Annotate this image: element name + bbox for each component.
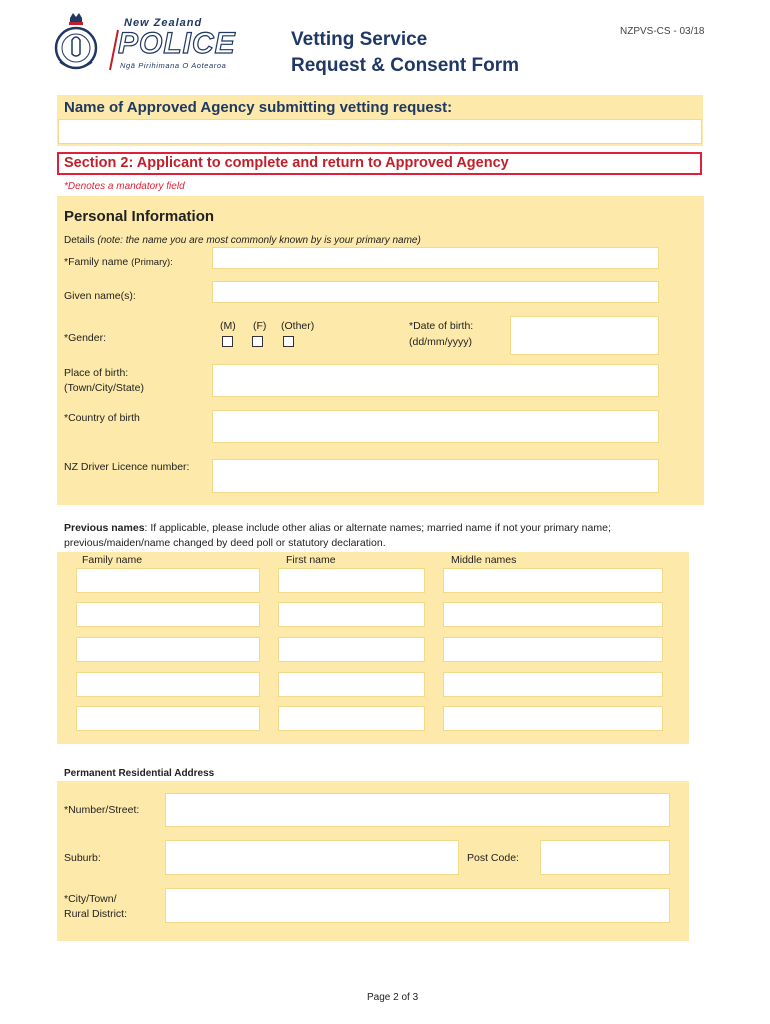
gender-option-other: (Other) [281, 320, 315, 332]
dob-label: *Date of birth: (dd/mm/yyyy) [409, 320, 474, 348]
country-of-birth-label: *Country of birth [64, 412, 140, 424]
prev-family-input-4[interactable] [76, 672, 260, 697]
gender-other-checkbox[interactable] [283, 336, 294, 347]
place-of-birth-input[interactable] [212, 364, 659, 397]
postcode-label: Post Code: [467, 852, 519, 864]
details-note: (note: the name you are most commonly known by is your primary name) [97, 235, 421, 246]
address-panel [57, 781, 689, 941]
agency-name-input[interactable] [58, 119, 702, 144]
mandatory-note: *Denotes a mandatory field [64, 181, 185, 192]
gender-option-f: (F) [253, 320, 267, 332]
prev-family-input-2[interactable] [76, 602, 260, 627]
previous-names-text: Previous names: If applicable, please include other alias or alternate names; married name if not your primary name; previous/maiden/name changed by deed poll or statutory declaration. [64, 522, 611, 549]
licence-label: NZ Driver Licence number: [64, 461, 190, 473]
place-of-birth-label: Place of birth: (Town/City/State) [64, 367, 144, 394]
col-first-name: First name [286, 554, 336, 566]
section2-banner [57, 152, 702, 175]
prev-family-input-1[interactable] [76, 568, 260, 593]
details-line [64, 233, 421, 248]
suburb-label: Suburb: [64, 852, 101, 864]
prev-first-input-4[interactable] [278, 672, 425, 697]
form-title-line1: Vetting Service [291, 29, 428, 50]
suburb-input[interactable] [165, 840, 459, 875]
gender-option-m: (M) [220, 320, 236, 332]
logo-sub-text: Ngā Pirihimana O Aotearoa [120, 61, 227, 70]
given-names-label: Given name(s): [64, 290, 136, 302]
family-name-input[interactable] [212, 247, 659, 269]
city-input[interactable] [165, 888, 670, 923]
agency-label: Name of Approved Agency submitting vetting request: [64, 99, 453, 116]
prev-middle-input-3[interactable] [443, 637, 663, 662]
family-name-label: *Family name (Primary): [64, 256, 173, 268]
previous-names-panel [57, 552, 689, 744]
personal-info-heading: Personal Information [64, 208, 215, 225]
address-heading: Permanent Residential Address [64, 768, 215, 779]
gender-m-checkbox[interactable] [222, 336, 233, 347]
prev-first-input-3[interactable] [278, 637, 425, 662]
given-names-input[interactable] [212, 281, 659, 303]
prev-first-input-1[interactable] [278, 568, 425, 593]
country-of-birth-input[interactable] [212, 410, 659, 443]
prev-middle-input-4[interactable] [443, 672, 663, 697]
prev-middle-input-1[interactable] [443, 568, 663, 593]
postcode-input[interactable] [540, 840, 670, 875]
col-middle-names: Middle names [451, 554, 517, 566]
logo-top-text: New Zealand [124, 17, 203, 29]
street-label: *Number/Street: [64, 804, 140, 816]
licence-input[interactable] [212, 459, 659, 493]
details-prefix: Details [64, 235, 98, 246]
section2-title: Section 2: Applicant to complete and return to Approved Agency [64, 155, 509, 171]
prev-first-input-2[interactable] [278, 602, 425, 627]
form-code: NZPVS-CS - 03/18 [620, 26, 705, 37]
prev-first-input-5[interactable] [278, 706, 425, 731]
agency-panel [57, 95, 703, 146]
prev-family-input-5[interactable] [76, 706, 260, 731]
previous-names-label: Previous names [64, 522, 145, 534]
gender-f-checkbox[interactable] [252, 336, 263, 347]
prev-middle-input-2[interactable] [443, 602, 663, 627]
gender-label: *Gender: [64, 332, 107, 344]
col-family-name: Family name [82, 554, 143, 566]
page-number: Page 2 of 3 [367, 992, 419, 1003]
dob-input[interactable] [510, 316, 659, 355]
street-input[interactable] [165, 793, 670, 827]
form-title-line2: Request & Consent Form [291, 55, 520, 76]
logo-main-text: POLICE [118, 27, 236, 60]
prev-middle-input-5[interactable] [443, 706, 663, 731]
prev-family-input-3[interactable] [76, 637, 260, 662]
personal-info-panel [57, 196, 704, 505]
city-label: *City/Town/ Rural District: [64, 893, 128, 920]
